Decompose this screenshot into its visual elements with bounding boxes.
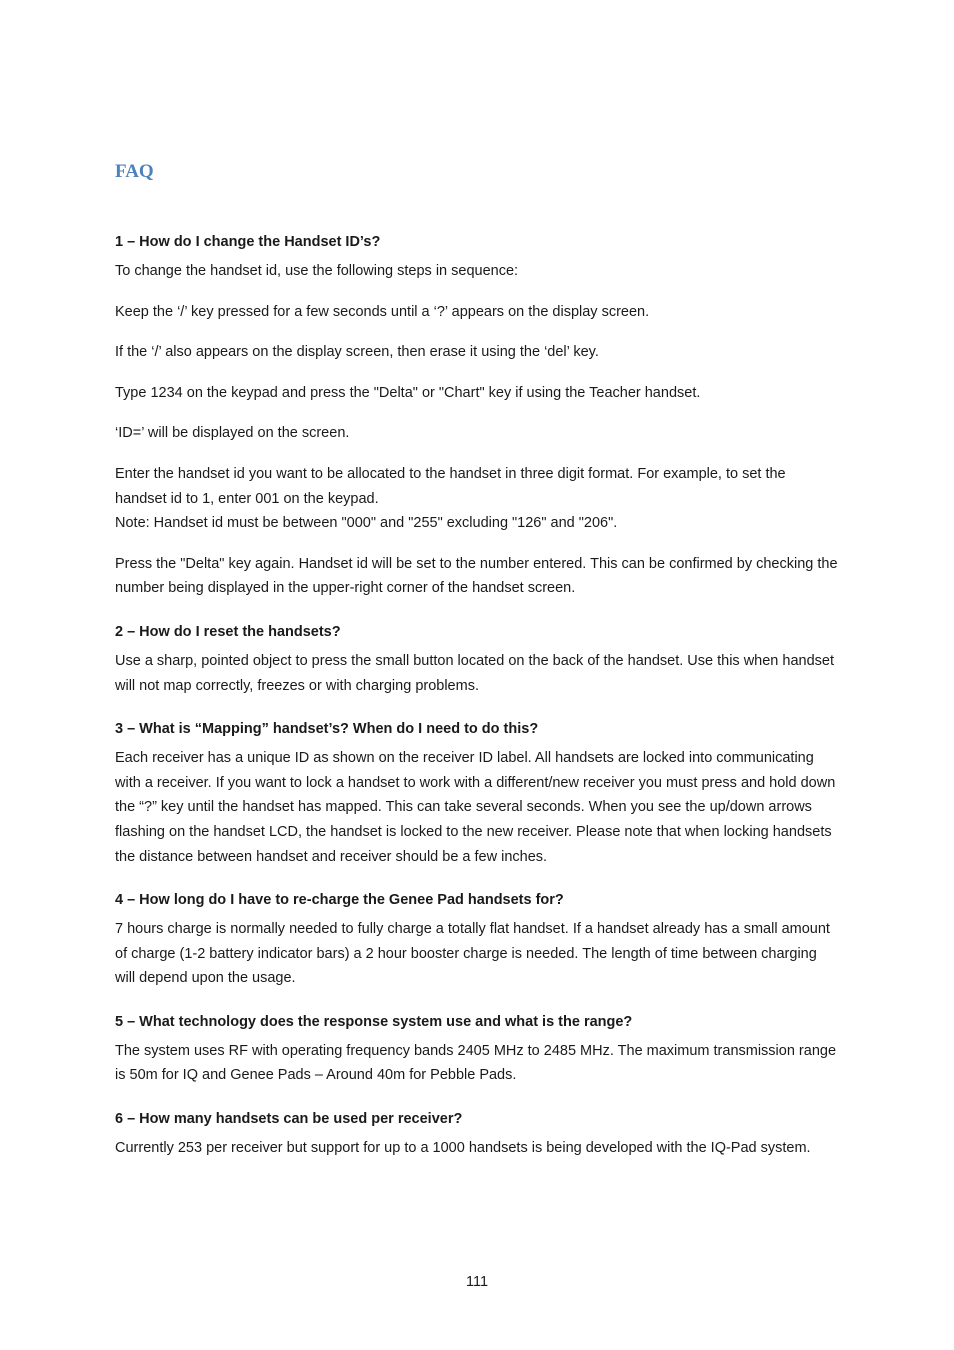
faq-content [115, 230, 840, 1161]
page-title: FAQ [115, 161, 154, 182]
faq-answer-paragraph: To change the handset id, use the following steps in sequence: [115, 263, 519, 279]
faq-answer-paragraph: 7 hours charge is normally needed to fully charge a totally flat handset. If a handset already has a small amount of charge (1-2 battery indicator bars) a 2 hour booster charge is needed. The length of time between charging will depend upon the usage. [115, 921, 830, 987]
faq-item-6 [115, 1107, 840, 1161]
faq-answer-paragraph: Use a sharp, pointed object to press the small button located on the back of the handset. Use this when handset will not map correctly, freezes or with charging problems. [115, 652, 835, 694]
faq-question: 6 – How many handsets can be used per receiver? [115, 1111, 463, 1128]
faq-question: 5 – What technology does the response system use and what is the range? [115, 1013, 633, 1030]
faq-answer-paragraph: Each receiver has a unique ID as shown on the receiver ID label. All handsets are locked into communicating with a receiver. If you want to lock a handset to work with a different/new receiver you must press and hold down the “?” key until the handset has mapped. This can take several seconds. When you see the up/down arrows flashing on the handset LCD, the handset is locked to the new receiver. Please note that when locking handsets the distance between handset and receiver should be a few inches. [115, 750, 836, 865]
page-number: 111 [465, 1274, 489, 1290]
faq-answer-paragraph: Enter the handset id you want to be allocated to the handset in three digit format. For example, to set the handset id to 1, enter 001 on the keypad. [115, 465, 786, 507]
faq-question: 3 – What is “Mapping” handset’s? When do I need to do this? [115, 721, 539, 738]
faq-answer-paragraph: If the ‘/’ also appears on the display screen, then erase it using the ‘del’ key. [115, 344, 599, 361]
faq-answer-paragraph: Keep the ‘/’ key pressed for a few seconds until a ‘?’ appears on the display screen. [115, 303, 650, 320]
faq-answer-paragraph: ‘ID=’ will be displayed on the screen. [115, 425, 350, 442]
faq-answer-paragraph: Currently 253 per receiver but support for up to a 1000 handsets is being developed with the IQ-Pad system. [115, 1140, 811, 1157]
faq-answer-paragraph: Type 1234 on the keypad and press the "Delta" or "Chart" key if using the Teacher handset. [115, 384, 701, 401]
faq-question: 2 – How do I reset the handsets? [115, 623, 341, 640]
faq-item-4 [115, 888, 840, 991]
faq-item-1 [115, 230, 840, 601]
faq-answer-paragraph: The system uses RF with operating frequency bands 2405 MHz to 2485 MHz. The maximum transmission range is 50m for IQ and Genee Pads – Around 40m for Pebble Pads. [115, 1042, 837, 1084]
faq-item-5 [115, 1010, 840, 1088]
faq-answer-paragraph: Press the "Delta" key again. Handset id will be set to the number entered. This can be confirmed by checking the number being displayed in the upper-right corner of the handset screen. [115, 555, 838, 597]
faq-item-2 [115, 620, 840, 698]
faq-question: 4 – How long do I have to re-charge the Genee Pad handsets for? [115, 892, 564, 909]
faq-item-3 [115, 717, 840, 869]
faq-answer-note: Note: Handset id must be between "000" and "255" excluding "126" and "206". [115, 515, 618, 532]
faq-question: 1 – How do I change the Handset ID’s? [115, 234, 381, 250]
